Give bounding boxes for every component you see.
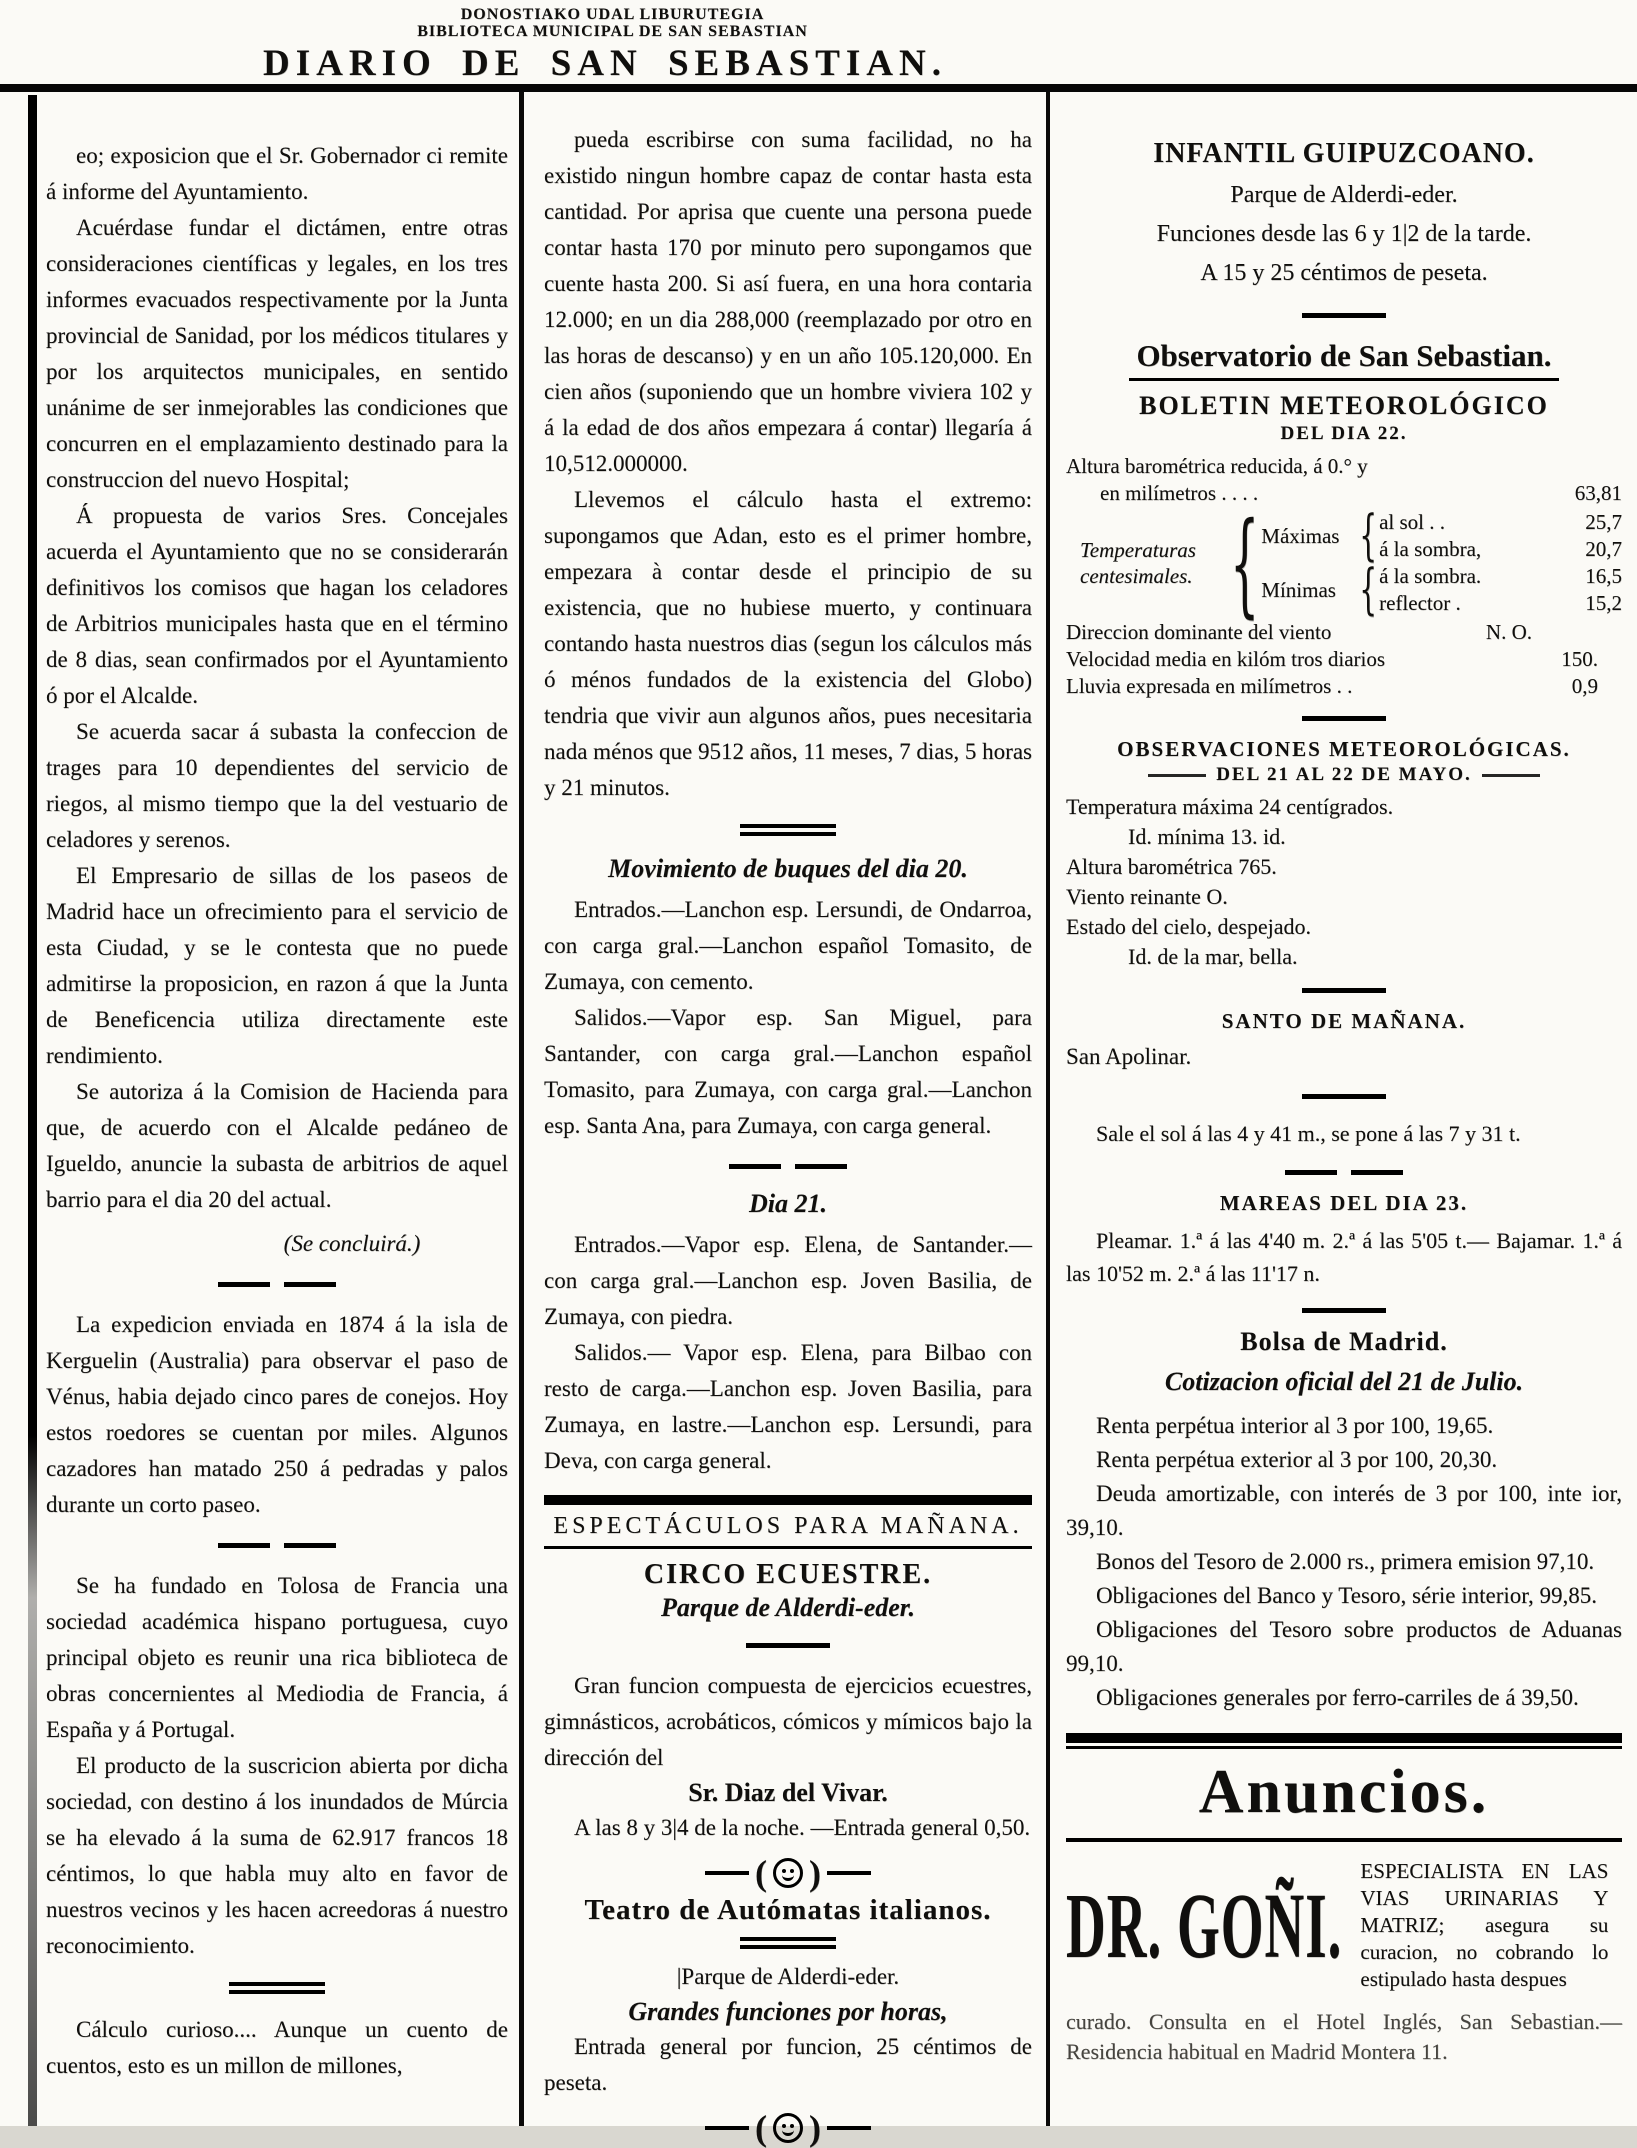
bolsa-subtitle: Cotizacion oficial del 21 de Julio. <box>1164 1367 1524 1396</box>
circus-title: CIRCO ECUESTRE. <box>643 1559 933 1590</box>
section-divider <box>544 1164 1032 1169</box>
tides-text: Pleamar. 1.ª á las 4'40 m. 2.ª á las 5'05 t.— Bajamar. 1.ª á las 10'52 m. 2.ª á las 11'17 n. <box>1066 1228 1622 1286</box>
bulletin-title: BOLETIN METEOROLÓGICO <box>1139 391 1549 420</box>
bolsa-quote: Renta perpétua interior al 3 por 100, 19,65. <box>1096 1413 1494 1438</box>
smiley-ornament <box>544 2108 1032 2148</box>
barometric-label: Altura barométrica reducida, á 0.° y <box>1066 454 1368 478</box>
temp-row: á la sombra, 20,7 <box>1379 537 1622 561</box>
ornament-paren: ( <box>755 2108 767 2148</box>
section-divider <box>740 824 836 836</box>
temp-row: á la sombra. 16,5 <box>1379 564 1622 588</box>
maximas-label: Máximas <box>1261 523 1340 548</box>
smiley-ornament <box>544 1853 1032 1893</box>
wind-value: N. O. <box>1485 620 1532 644</box>
ornament-paren: ) <box>809 2108 821 2148</box>
shows-banner: ESPECTÁCULOS PARA MAÑANA. <box>544 1495 1032 1549</box>
ornament-dash <box>827 1871 871 1875</box>
bolsa-title: Bolsa de Madrid. <box>1240 1327 1448 1356</box>
bolsa-quote: Renta perpétua exterior al 3 por 100, 20,30. <box>1096 1447 1498 1472</box>
ad-contact-text: curado. Consulta en el Hotel Inglés, San Sebastian.—Residencia habitual en Madrid Montera 11. <box>1066 2009 1622 2064</box>
section-divider <box>229 1982 325 1994</box>
continuation-note: (Se concluirá.) <box>283 1231 421 1256</box>
smiley-face-icon <box>773 2113 803 2143</box>
saint-title: SANTO DE MAÑANA. <box>1221 1009 1467 1033</box>
circus-schedule: A las 8 y 3|4 de la noche. —Entrada general 0,50. <box>574 1815 1031 1840</box>
section-divider <box>1066 716 1622 721</box>
right-column <box>1066 92 1622 2067</box>
section-divider <box>740 1937 836 1949</box>
scan-edge-artifact <box>28 95 37 2126</box>
stamp-line-2: BIBLIOTECA MUNICIPAL DE SAN SEBASTIAN <box>417 23 808 40</box>
observation-line: Estado del cielo, despejado. <box>1066 914 1311 939</box>
bulletin-date: DEL DIA 22. <box>1280 423 1408 444</box>
ships-entered: Entrados.—Lanchon esp. Lersundi, de Ondarroa, con carga gral.—Lanchon español Tomasito, de Zumaya, con cemento. <box>544 897 1032 994</box>
news-paragraph: Cálculo curioso.... Aunque un cuento de cuentos, esto es un millon de millones, <box>46 2017 508 2078</box>
observation-line: Altura barométrica 765. <box>1066 854 1277 879</box>
ships-left: Salidos.— Vapor esp. Elena, para Bilbao con resto de carga.—Lanchon esp. Joven Basilia, para Zumaya, en lastre.—Lanchon esp. Lersundi, para Deva, con carga general. <box>544 1340 1032 1473</box>
ornament-paren: ( <box>755 1853 767 1893</box>
rain-value: 0,9 <box>1571 674 1598 698</box>
observatory-title: Observatorio de San Sebastian. <box>1136 338 1552 373</box>
ships-day21-heading: Dia 21. <box>749 1189 827 1218</box>
section-divider <box>544 1643 1032 1648</box>
library-stamp <box>0 6 1225 40</box>
observation-line: Viento reinante O. <box>1066 884 1228 909</box>
saint-name: San Apolinar. <box>1066 1044 1192 1069</box>
section-divider <box>1066 1094 1622 1099</box>
news-paragraph: La expedicion enviada en 1874 á la isla de Kerguelin (Australia) para observar el paso de Vénus, habia dejado cinco pares de conejos. Hoy estos roedores se cuentan por miles. Algunos cazadores han matado 250 á pedradas y palos durante un corto paseo. <box>46 1312 508 1517</box>
column-rule-2 <box>1046 92 1050 2126</box>
section-divider <box>46 1282 508 1287</box>
ornament-dash <box>705 1871 749 1875</box>
ornament-dash <box>827 2126 871 2130</box>
bolsa-quote: Obligaciones del Banco y Tesoro, série interior, 99,85. <box>1096 1583 1598 1608</box>
bolsa-quote: Deuda amortizable, con interés de 3 por 100, inte ior, 39,10. <box>1066 1481 1622 1540</box>
brace-glyph: { <box>1230 496 1260 630</box>
middle-column <box>544 92 1032 2147</box>
infantil-title: INFANTIL GUIPUZCOANO. <box>1153 138 1535 169</box>
masthead-title: DIARIO DE SAN SEBASTIAN. <box>263 43 947 84</box>
circus-director: Sr. Diaz del Vivar. <box>688 1778 888 1807</box>
section-divider <box>1066 313 1622 318</box>
wind-label: Direccion dominante del viento <box>1066 620 1332 644</box>
meteo-bulletin-table <box>1066 453 1622 700</box>
brace-glyph: { <box>1359 502 1378 568</box>
news-paragraph: Se acuerda sacar á subasta la confeccion de trages para 10 dependientes del servicio de riegos, al mismo tiempo que la del vestuario de celadores y serenos. <box>46 719 508 852</box>
stamp-line-1: DONOSTIAKO UDAL LIBURUTEGIA <box>460 6 765 23</box>
observation-line: Id. mínima 13. id. <box>1128 824 1286 849</box>
rain-label: Lluvia expresada en milímetros . . <box>1066 674 1353 698</box>
ads-bottom-rule <box>1066 1838 1622 1842</box>
left-column <box>46 92 508 2084</box>
barometric-label-2: en milímetros . . . . <box>1100 481 1259 505</box>
minimas-label: Mínimas <box>1261 577 1336 602</box>
observations-title: OBSERVACIONES METEOROLÓGICAS. <box>1117 737 1571 761</box>
observations-date: DEL 21 AL 22 DE MAYO. <box>1066 764 1622 786</box>
infantil-price: A 15 y 25 céntimos de peseta. <box>1200 260 1488 286</box>
section-divider <box>1066 1170 1622 1175</box>
speed-value: 150. <box>1561 647 1598 671</box>
observation-line: Id. de la mar, bella. <box>1128 944 1298 969</box>
ads-section-title: Anuncios. <box>1198 1758 1490 1826</box>
ships-left: Salidos.—Vapor esp. San Miguel, para Santander, con carga gral.—Lanchon español Tomasito, para Zumaya, con carga gral.—Lanchon esp. Santa Ana, para Zumaya, con carga general. <box>544 1005 1032 1138</box>
news-paragraph: Á propuesta de varios Sres. Concejales acuerda el Ayuntamiento que no se considerarán definitivos los comisos que hagan los celadores de Arbitrios municipales hasta que en el término de 8 dias, sean confirmados por el Ayuntamiento ó por el Alcalde. <box>46 503 508 708</box>
column-rule-1 <box>519 92 524 2126</box>
ships-entered: Entrados.—Vapor esp. Elena, de Santander.— con carga gral.—Lanchon esp. Joven Basilia, de Zumaya, con piedra. <box>544 1232 1032 1329</box>
observatory-underline <box>1129 378 1559 381</box>
infantil-hours: Funciones desde las 6 y 1|2 de la tarde. <box>1156 221 1532 247</box>
ad-doctor-name: DR. GOÑI. <box>1066 1873 1343 1978</box>
theatre-title: Teatro de Autómatas italianos. <box>584 1894 992 1926</box>
news-paragraph: pueda escribirse con suma facilidad, no ha existido ningun hombre capaz de contar hasta esta cantidad. Por aprisa que cuente una persona puede contar hasta 170 por minuto pero supongamos que cuente hasta 200. Si así fuera, en una hora contaria 12.000; en un dia 288,000 (reemplazado por otro en las horas de descanso) y en un año 105.120,000. En cien años (suponiendo que un hombre viviera 102 y á la edad de dos años empezara á contar) llegaría á 10,512.000000. <box>544 127 1032 476</box>
observation-line: Temperatura máxima 24 centígrados. <box>1066 794 1394 819</box>
news-paragraph: Se autoriza á la Comision de Hacienda para que, de acuerdo con el Alcalde pedáneo de Igueldo, anuncie la subasta de arbitrios de aquel barrio para el dia 20 del actual. <box>46 1079 508 1212</box>
bolsa-quote: Obligaciones generales por ferro-carriles de á 39,50. <box>1096 1685 1579 1710</box>
ads-top-rule <box>1066 1733 1622 1749</box>
temp-row: reflector . 15,2 <box>1379 591 1622 615</box>
section-divider <box>1066 1308 1622 1313</box>
speed-label: Velocidad media en kilóm tros diarios <box>1066 647 1386 671</box>
theatre-price: Entrada general por funcion, 25 céntimos de peseta. <box>544 2034 1032 2095</box>
circus-venue: Parque de Alderdi-eder. <box>661 1593 915 1622</box>
circus-description: Gran funcion compuesta de ejercicios ecuestres, gimnásticos, acrobáticos, cómicos y mímicos bajo la dirección del <box>544 1673 1032 1770</box>
doctor-advertisement <box>1066 1858 1622 2067</box>
theatre-subtitle: Grandes funciones por horas, <box>628 1997 948 2026</box>
ornament-dash <box>705 2126 749 2130</box>
smiley-face-icon <box>773 1858 803 1888</box>
news-paragraph: Llevemos el cálculo hasta el extremo: supongamos que Adan, esto es el primer hombre, empezara à contar desde el principio de su existencia, que no hubiese muerto, y continuara contando hasta nuestros dias (segun los cálculos más ó ménos fundados de la existencia del Globo) tendria que vivir aun algunos años, pues necesitaria nada ménos que 9512 años, 11 meses, 7 dias, 5 horas y 21 minutos. <box>544 487 1032 800</box>
theatre-venue: |Parque de Alderdi-eder. <box>676 1964 900 1989</box>
sun-times: Sale el sol á las 4 y 41 m., se pone á las 7 y 31 t. <box>1096 1121 1521 1146</box>
ad-specialty-text: ESPECIALISTA EN LAS VIAS URINARIAS Y MATRIZ; asegura su curacion, no cobrando lo estipulado hasta despues <box>1360 1859 1609 1991</box>
tides-title: MAREAS DEL DIA 23. <box>1219 1191 1469 1215</box>
temperature-group <box>1066 496 1622 630</box>
ships-day20-heading: Movimiento de buques del dia 20. <box>608 854 968 883</box>
brace-glyph: { <box>1359 556 1378 622</box>
temperature-label: Temperaturas centesimales. <box>1080 538 1196 588</box>
barometric-value: 63,81 <box>1574 481 1622 505</box>
infantil-venue: Parque de Alderdi-eder. <box>1230 182 1458 208</box>
news-paragraph: El producto de la suscricion abierta por dicha sociedad, con destino á los inundados de Múrcia se ha elevado á la suma de 62.917 francos 18 céntimos, lo que habla muy alto en favor de nuestros vecinos y les hacen acreedoras á nuestro reconocimiento. <box>46 1753 508 1958</box>
masthead-rule <box>0 84 1637 92</box>
news-paragraph: eo; exposicion que el Sr. Gobernador ci remite á informe del Ayuntamiento. <box>46 143 508 204</box>
bolsa-quote: Obligaciones del Tesoro sobre productos de Aduanas 99,10. <box>1066 1617 1622 1676</box>
section-divider <box>1066 988 1622 993</box>
section-divider <box>46 1543 508 1548</box>
ornament-paren: ) <box>809 1853 821 1893</box>
bolsa-quote: Bonos del Tesoro de 2.000 rs., primera emision 97,10. <box>1096 1549 1595 1574</box>
temp-row: al sol . . 25,7 <box>1379 510 1622 534</box>
news-paragraph: Acuérdase fundar el dictámen, entre otras consideraciones científicas y legales, en los tres informes evacuados respectivamente por la Junta provincial de Sanidad, por los médicos titulares y por los arquitectos municipales, en sentido unánime de ser inmejorables las condiciones que concurren en el emplazamiento destinado para la construccion del nuevo Hospital; <box>46 215 508 492</box>
news-paragraph: Se ha fundado en Tolosa de Francia una sociedad académica hispano portuguesa, cuyo principal objeto es reunir una rica biblioteca de obras concernientes al Mediodia de Francia, á España y á Portugal. <box>46 1573 508 1742</box>
news-paragraph: El Empresario de sillas de los paseos de Madrid hace un ofrecimiento para el servicio de esta Ciudad, y se le contesta que no puede admitirse la proposicion, en razon á que la Junta de Beneficencia utiliza directamente este rendimiento. <box>46 863 508 1068</box>
